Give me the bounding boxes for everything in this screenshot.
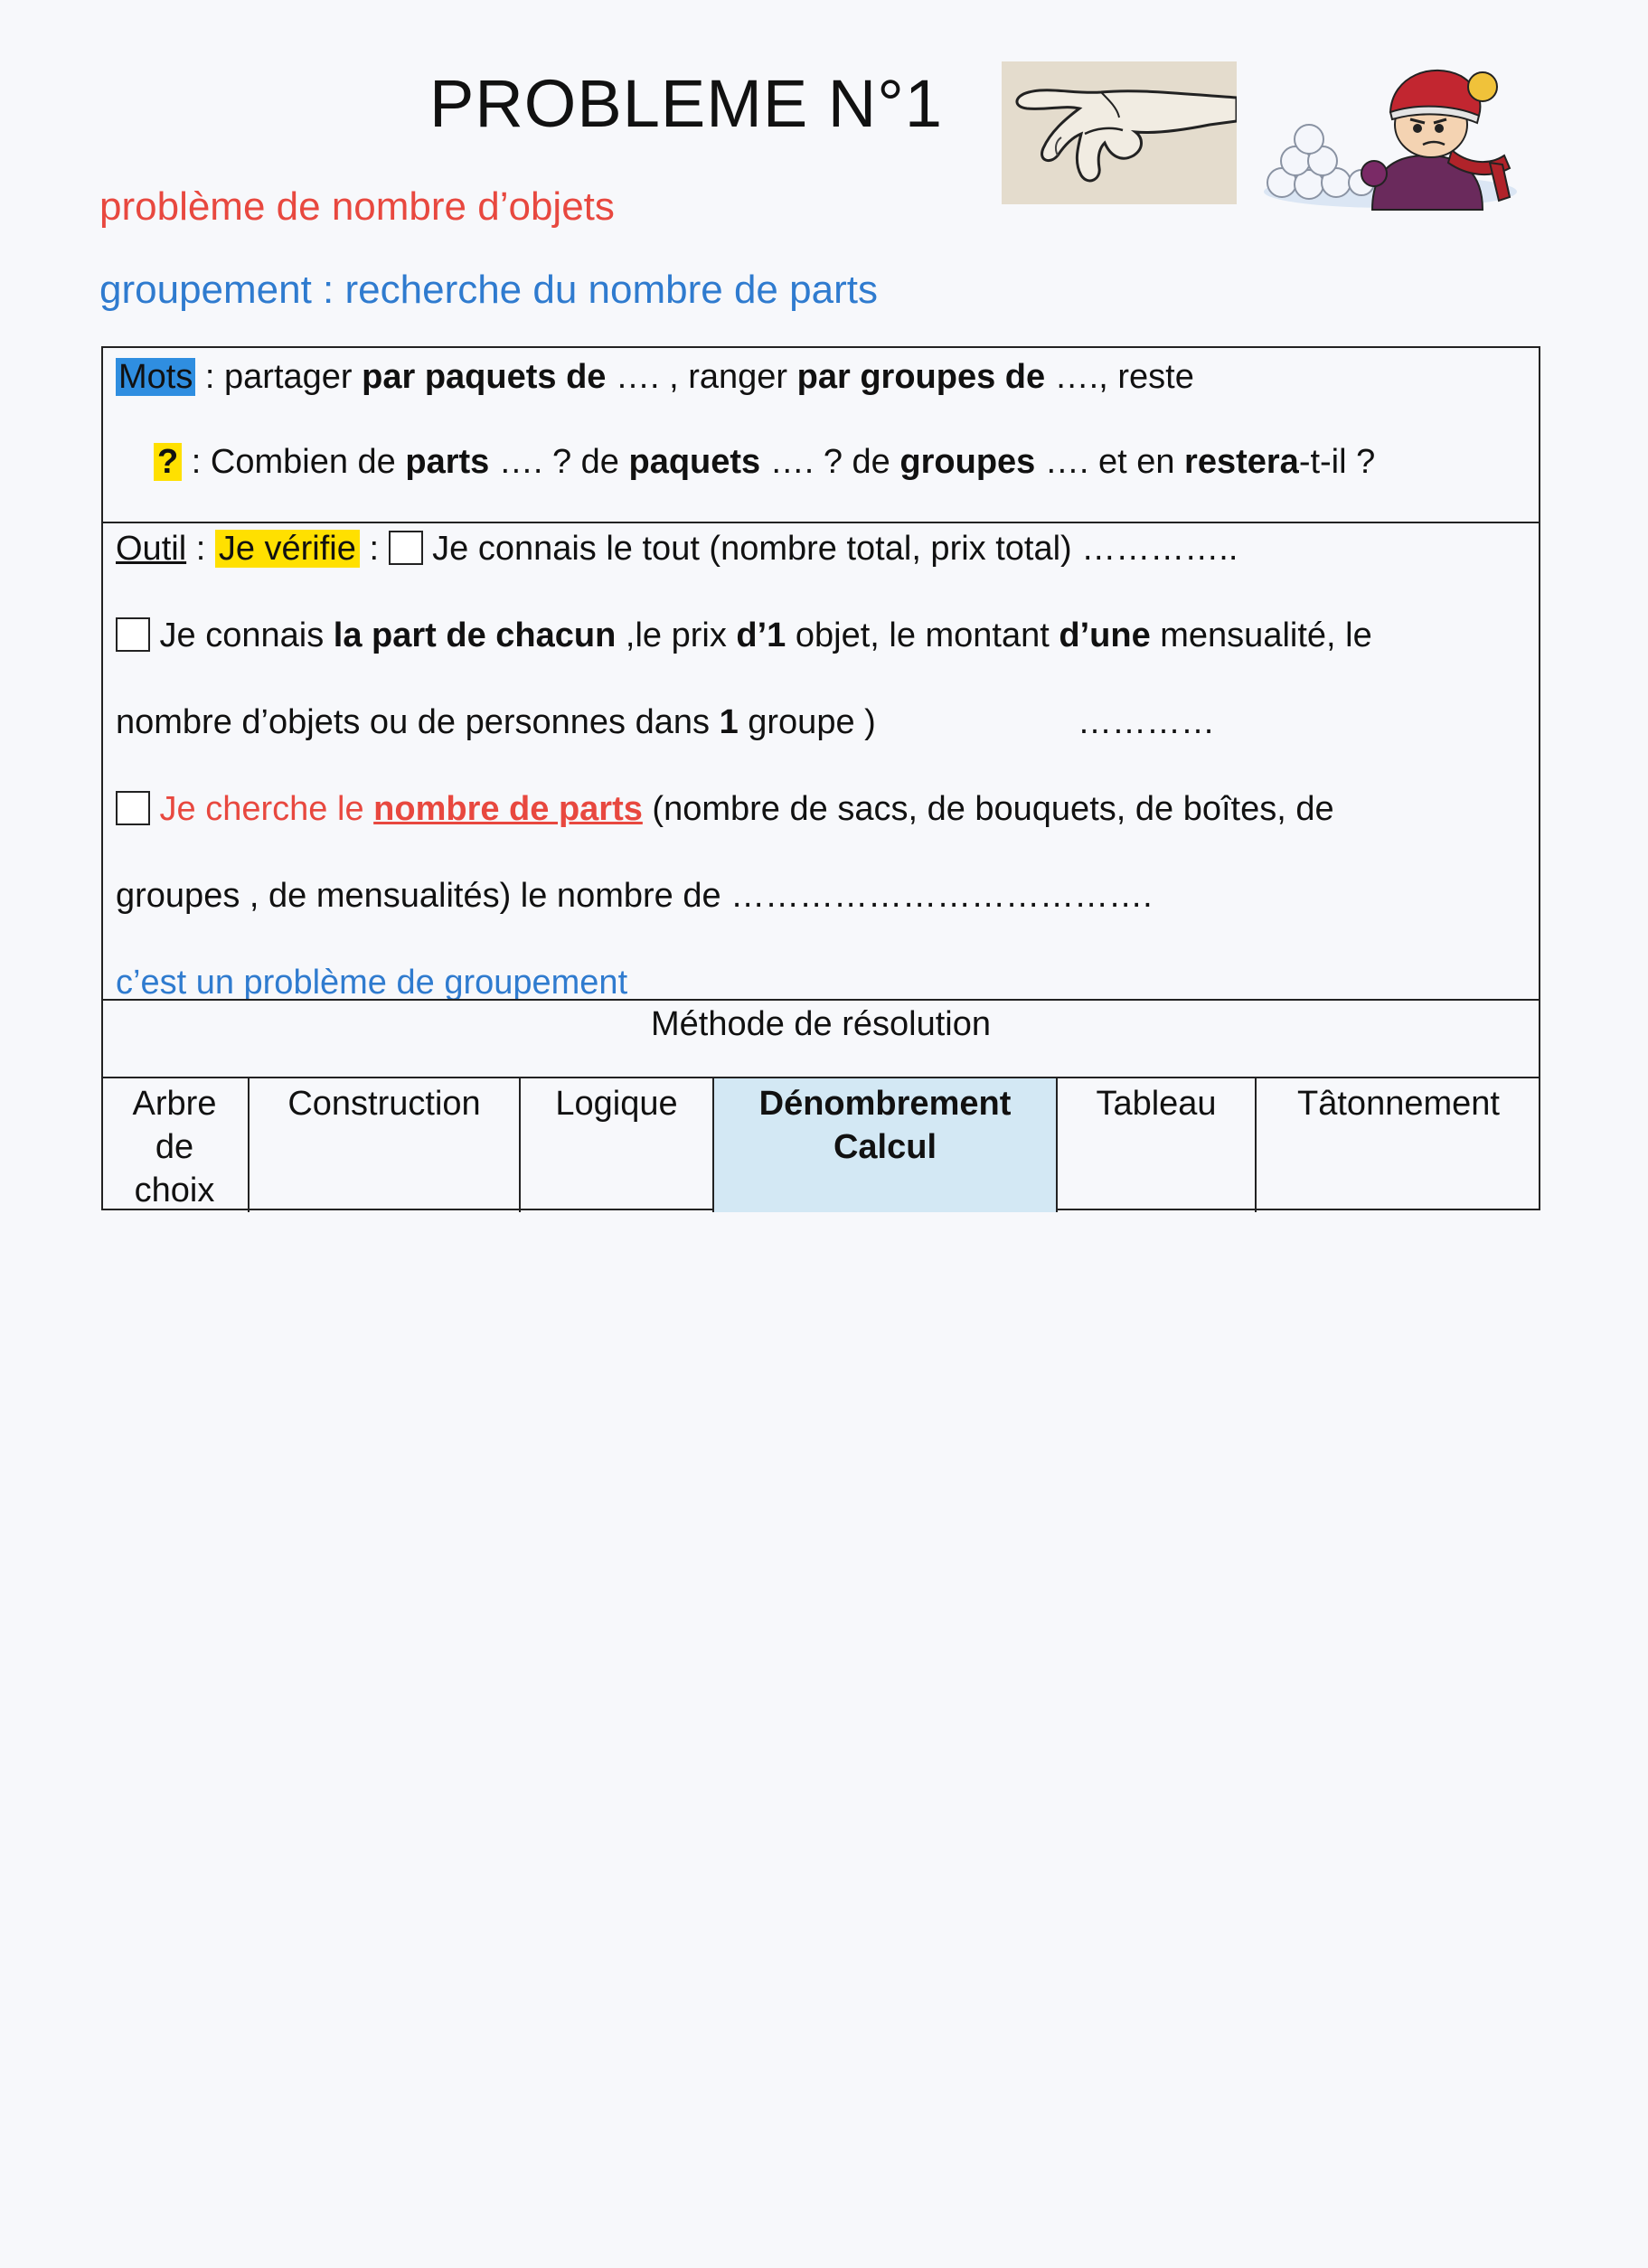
checkbox-part[interactable]: [116, 617, 150, 652]
outil-label: Outil: [116, 530, 187, 568]
mots-line: Mots : partager par paquets de …. , ranger par groupes de …., reste: [116, 357, 1194, 397]
methode-grid: [101, 1078, 1540, 1212]
je-verifie-label: Je vérifie: [215, 530, 360, 568]
checkbox-tout[interactable]: [389, 531, 423, 565]
boy-with-snowballs-icon: [1246, 56, 1519, 212]
check-part-line-2: nombre d’objets ou de personnes dans 1 groupe ): [116, 703, 876, 741]
check-parts-line-2: groupes , de mensualités) le nombre de ……………………………….: [116, 877, 1153, 915]
divider: [103, 999, 1539, 1001]
check-part-line: Je connais la part de chacun ,le prix d’1 objet, le montant d’une mensualité, le: [116, 616, 1372, 655]
subtitle-groupement: groupement : recherche du nombre de parts: [99, 268, 878, 312]
methode-cell-arbre[interactable]: Arbre de choix: [101, 1078, 250, 1212]
check-parts-line: Je cherche le nombre de parts (nombre de sacs, de bouquets, de boîtes, de: [116, 789, 1334, 829]
mots-label: Mots: [116, 358, 195, 396]
checkbox-nombre-parts[interactable]: [116, 791, 150, 825]
page-title: PROBLEME N°1: [429, 66, 943, 141]
methode-cell-logique[interactable]: Logique: [521, 1078, 714, 1212]
methode-cell-tatonnement[interactable]: Tâtonnement: [1297, 1085, 1500, 1123]
divider: [103, 522, 1539, 523]
problem-frame: [101, 346, 1540, 1210]
hand-pinching-icon: [1002, 61, 1237, 204]
outil-line: Outil : Je vérifie : Je connais le tout (nombre total, prix total) …………..: [116, 530, 1238, 568]
question-line: ? : Combien de parts …. ? de paquets …. ? de groupes …. et en restera-t-il ?: [154, 442, 1375, 482]
question-mark-label: ?: [154, 443, 182, 481]
conclusion-text: c’est un problème de groupement: [116, 964, 628, 1002]
methode-title: Méthode de résolution: [650, 1005, 992, 1043]
nombre-de-parts-label: nombre de parts: [373, 790, 643, 828]
methode-cell-tableau[interactable]: Tableau: [1058, 1078, 1257, 1212]
methode-cell-denombrement[interactable]: Dénombrement Calcul: [714, 1078, 1058, 1212]
part-dots: …………: [1078, 703, 1215, 741]
subtitle-problem-type: problème de nombre d’objets: [99, 184, 615, 229]
methode-cell-construction[interactable]: Construction: [250, 1078, 521, 1212]
